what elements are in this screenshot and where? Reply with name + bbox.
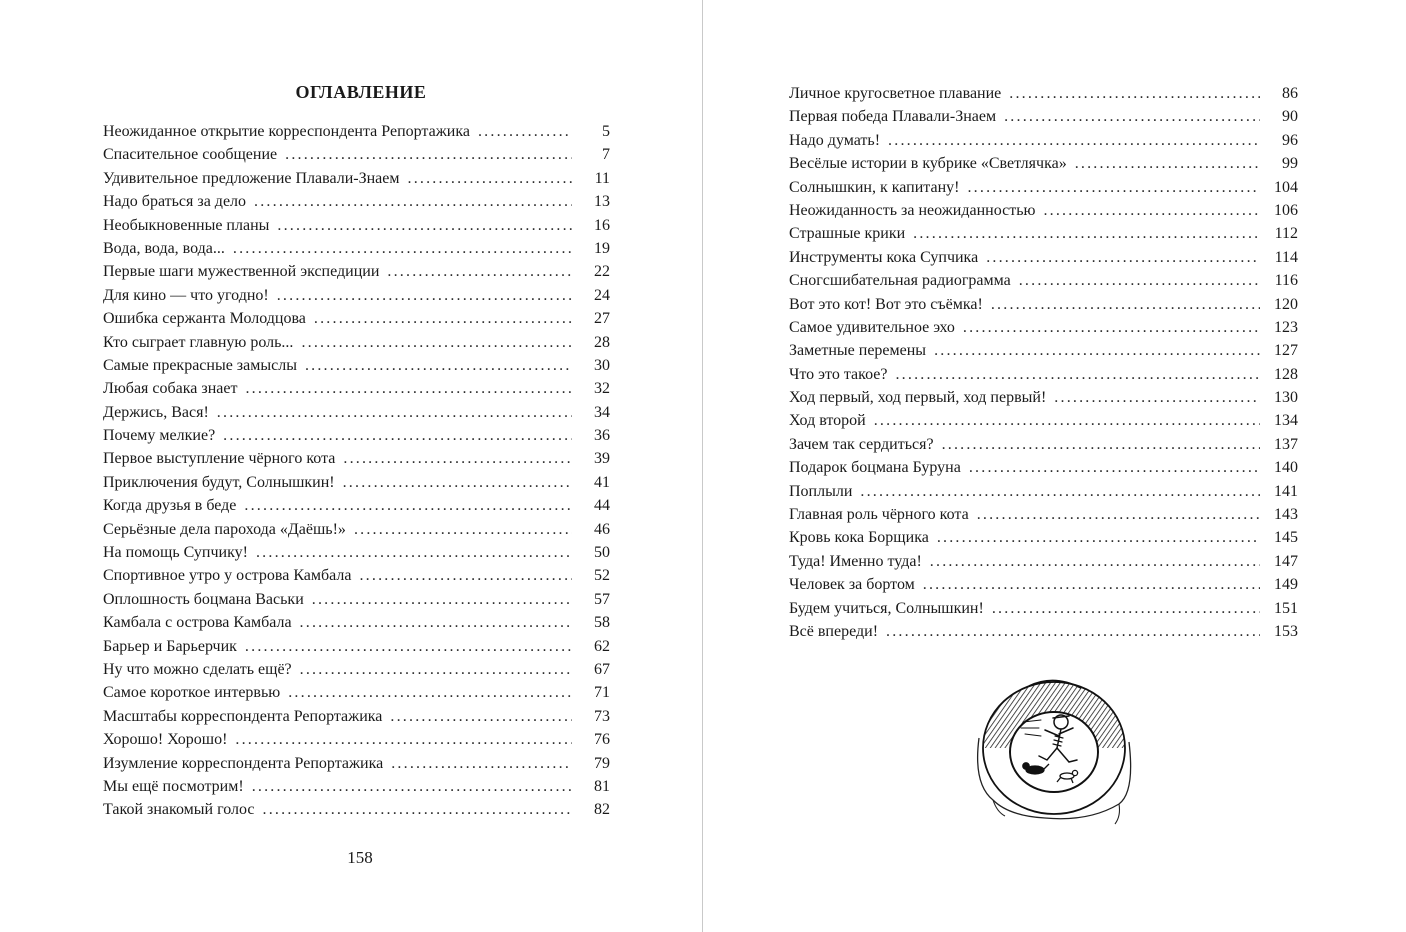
toc-leader-dots — [277, 284, 572, 307]
toc-entry-title: Удивительное предложение Плавали-Знаем — [103, 169, 400, 187]
toc-entry-title: Вот это кот! Вот это съёмка! — [789, 295, 983, 313]
toc-entry-title: Первое выступление чёрного кота — [103, 450, 336, 468]
toc-entry — [103, 307, 610, 330]
toc-entry-page: 50 — [594, 544, 610, 562]
toc-leader-dots — [963, 316, 1260, 339]
toc-entry-title: Кровь кока Борщика — [789, 529, 929, 547]
toc-entry-page: 11 — [594, 169, 610, 187]
toc-leader-dots — [263, 798, 572, 821]
toc-leader-dots — [1019, 269, 1260, 292]
toc-entry-page: 143 — [1274, 506, 1298, 524]
toc-leader-dots — [314, 307, 572, 330]
toc-entry-title: Изумление корреспондента Репортажика — [103, 754, 384, 772]
toc-leader-dots — [874, 409, 1260, 432]
toc-entry-title: Необыкновенные планы — [103, 216, 270, 234]
toc-entry-title: Масштабы корреспондента Репортажика — [103, 707, 383, 725]
toc-leader-dots — [886, 620, 1260, 643]
toc-entry — [789, 550, 1298, 573]
toc-entry — [789, 573, 1298, 596]
toc-entry-page: 81 — [594, 777, 610, 795]
toc-entry-page: 44 — [594, 497, 610, 515]
toc-leader-dots — [895, 363, 1260, 386]
toc-entry-title: Приключения будут, Солнышкин! — [103, 473, 335, 491]
toc-entry — [103, 331, 610, 354]
toc-entry — [103, 728, 610, 751]
toc-entry — [103, 752, 610, 775]
toc-entry-page: 73 — [594, 707, 610, 725]
toc-entry-title: Мы ещё посмотрим! — [103, 777, 244, 795]
toc-entry — [789, 409, 1298, 432]
toc-leader-dots — [343, 471, 572, 494]
toc-entry — [789, 456, 1298, 479]
toc-entry-page: 58 — [594, 614, 610, 632]
toc-leader-dots — [992, 597, 1260, 620]
right-page — [703, 0, 1406, 932]
toc-entry-title: Любая собака знает — [103, 380, 238, 398]
toc-entry-title: Личное кругосветное плавание — [789, 85, 1002, 102]
toc-entry-title: Ну что можно сделать ещё? — [103, 660, 292, 678]
toc-leader-dots — [343, 447, 572, 470]
toc-entry — [103, 611, 610, 634]
toc-entry-page: 104 — [1274, 178, 1298, 196]
toc-list-left — [103, 120, 610, 822]
toc-entry-title: Страшные крики — [789, 225, 906, 243]
toc-entry-page: 30 — [594, 356, 610, 374]
toc-entry — [789, 480, 1298, 503]
toc-entry-title: Для кино — что угодно! — [103, 286, 269, 304]
toc-entry-title: Когда друзья в беде — [103, 497, 237, 515]
toc-entry — [789, 82, 1298, 105]
toc-leader-dots — [254, 190, 572, 213]
toc-entry-page: 96 — [1282, 131, 1298, 149]
toc-leader-dots — [391, 752, 572, 775]
toc-entry-page: 86 — [1282, 85, 1298, 102]
toc-entry — [103, 167, 610, 190]
toc-leader-dots — [923, 573, 1260, 596]
toc-entry — [103, 635, 610, 658]
toc-entry-title: Ход первый, ход первый, ход первый! — [789, 389, 1047, 407]
toc-entry-title: Неожиданность за неожиданностью — [789, 201, 1036, 219]
toc-entry-page: 41 — [594, 473, 610, 491]
toc-entry-title: Такой знакомый голос — [103, 801, 255, 819]
toc-entry-page: 147 — [1274, 552, 1298, 570]
toc-entry — [103, 237, 610, 260]
toc-leader-dots — [969, 456, 1260, 479]
toc-leader-dots — [217, 401, 572, 424]
toc-entry — [103, 705, 610, 728]
toc-leader-dots — [387, 260, 572, 283]
toc-entry — [103, 658, 610, 681]
toc-leader-dots — [934, 339, 1260, 362]
toc-leader-dots — [300, 611, 572, 634]
toc-entry-title: Оплошность боцмана Васьки — [103, 590, 304, 608]
left-page — [0, 0, 702, 932]
toc-entry — [789, 503, 1298, 526]
toc-entry — [789, 176, 1298, 199]
toc-leader-dots — [937, 526, 1260, 549]
toc-entry-title: Самое удивительное эхо — [789, 318, 955, 336]
toc-entry-title: Солнышкин, к капитану! — [789, 178, 960, 196]
toc-leader-dots — [354, 518, 572, 541]
toc-entry-title: Ход второй — [789, 412, 866, 430]
toc-leader-dots — [860, 480, 1260, 503]
toc-entry — [789, 363, 1298, 386]
toc-entry — [103, 401, 610, 424]
toc-entry-title: Человек за бортом — [789, 576, 915, 594]
toc-entry-title: Почему мелкие? — [103, 427, 216, 445]
toc-entry-page: 7 — [602, 146, 610, 164]
toc-entry-title: Надо думать! — [789, 131, 881, 149]
toc-entry-page: 24 — [594, 286, 610, 304]
toc-entry — [789, 597, 1298, 620]
toc-leader-dots — [967, 176, 1260, 199]
toc-entry-title: Заметные перемены — [789, 342, 927, 360]
toc-entry-title: Спасительное сообщение — [103, 146, 278, 164]
toc-entry-page: 36 — [594, 427, 610, 445]
toc-entry-title: Что это такое? — [789, 365, 888, 383]
toc-entry — [103, 518, 610, 541]
toc-entry — [103, 377, 610, 400]
toc-entry-page: 76 — [594, 731, 610, 749]
toc-leader-dots — [478, 120, 572, 143]
toc-leader-dots — [942, 433, 1260, 456]
toc-leader-dots — [1075, 152, 1260, 175]
toc-leader-dots — [930, 550, 1260, 573]
toc-entry — [789, 293, 1298, 316]
toc-leader-dots — [977, 503, 1260, 526]
toc-leader-dots — [991, 293, 1260, 316]
toc-entry — [789, 105, 1298, 128]
toc-entry-page: 123 — [1274, 318, 1298, 336]
toc-leader-dots — [233, 237, 572, 260]
toc-entry-page: 52 — [594, 567, 610, 585]
toc-entry-page: 128 — [1274, 365, 1298, 383]
toc-entry-title: Инструменты кока Супчика — [789, 248, 979, 266]
toc-entry-title: Всё впереди! — [789, 622, 879, 640]
toc-entry-page: 46 — [594, 520, 610, 538]
toc-leader-dots — [223, 424, 572, 447]
toc-entry — [789, 316, 1298, 339]
toc-entry-page: 16 — [594, 216, 610, 234]
toc-entry — [103, 588, 610, 611]
toc-entry — [103, 775, 610, 798]
toc-entry-title: Вода, вода, вода... — [103, 239, 225, 257]
toc-entry-page: 149 — [1274, 576, 1298, 594]
toc-leader-dots — [1043, 199, 1260, 222]
toc-entry — [789, 339, 1298, 362]
toc-entry-page: 82 — [594, 801, 610, 819]
toc-entry-page: 106 — [1274, 201, 1298, 219]
toc-entry-title: Первые шаги мужественной экспедиции — [103, 263, 380, 281]
toc-entry-title: Туда! Именно туда! — [789, 552, 922, 570]
toc-entry-page: 127 — [1274, 342, 1298, 360]
toc-entry — [103, 471, 610, 494]
toc-entry-page: 120 — [1274, 295, 1298, 313]
toc-entry — [103, 190, 610, 213]
toc-entry — [103, 681, 610, 704]
toc-leader-dots — [359, 564, 572, 587]
toc-leader-dots — [1009, 82, 1260, 105]
toc-entry — [103, 120, 610, 143]
toc-entry-title: Поплыли — [789, 482, 853, 500]
toc-entry-page: 79 — [594, 754, 610, 772]
toc-entry-page: 34 — [594, 403, 610, 421]
toc-entry-page: 19 — [594, 239, 610, 257]
toc-entry-page: 112 — [1274, 225, 1298, 243]
toc-entry — [103, 494, 610, 517]
toc-entry-title: На помощь Супчику! — [103, 544, 248, 562]
toc-entry-page: 32 — [594, 380, 610, 398]
toc-leader-dots — [408, 167, 573, 190]
toc-leader-dots — [300, 658, 572, 681]
toc-entry-page: 5 — [602, 123, 610, 140]
life-buoy-illustration-icon — [969, 666, 1139, 836]
page-number: 158 — [347, 848, 373, 867]
toc-entry-title: Подарок боцмана Буруна — [789, 459, 961, 477]
toc-leader-dots — [1004, 105, 1260, 128]
toc-list-right — [789, 82, 1298, 643]
toc-leader-dots — [256, 541, 572, 564]
toc-entry-page: 130 — [1274, 389, 1298, 407]
toc-entry-title: Барьер и Барьерчик — [103, 637, 237, 655]
toc-entry-title: Надо браться за дело — [103, 193, 247, 211]
toc-entry-page: 62 — [594, 637, 610, 655]
toc-leader-dots — [277, 214, 572, 237]
toc-leader-dots — [913, 222, 1260, 245]
toc-entry — [103, 424, 610, 447]
toc-leader-dots — [888, 129, 1260, 152]
toc-entry — [103, 798, 610, 821]
toc-entry-title: Первая победа Плавали-Знаем — [789, 108, 997, 126]
toc-entry-title: Неожиданное открытие корреспондента Репортажика — [103, 123, 470, 140]
toc-leader-dots — [288, 681, 572, 704]
toc-leader-dots — [986, 246, 1260, 269]
toc-entry-page: 140 — [1274, 459, 1298, 477]
toc-entry-title: Самые прекрасные замыслы — [103, 356, 297, 374]
toc-leader-dots — [1054, 386, 1260, 409]
toc-entry-page: 39 — [594, 450, 610, 468]
toc-leader-dots — [235, 728, 572, 751]
toc-entry-page: 27 — [594, 310, 610, 328]
toc-entry — [103, 284, 610, 307]
toc-entry-page: 153 — [1274, 622, 1298, 640]
toc-entry — [103, 564, 610, 587]
toc-entry-page: 114 — [1274, 248, 1298, 266]
toc-entry-page: 134 — [1274, 412, 1298, 430]
toc-entry-title: Держись, Вася! — [103, 403, 209, 421]
toc-entry-page: 137 — [1274, 435, 1298, 453]
toc-entry-page: 28 — [594, 333, 610, 351]
toc-entry-title: Весёлые истории в кубрике «Светлячка» — [789, 155, 1067, 173]
toc-entry — [103, 541, 610, 564]
toc-entry — [103, 447, 610, 470]
toc-entry — [789, 246, 1298, 269]
toc-entry — [103, 143, 610, 166]
toc-entry — [789, 129, 1298, 152]
toc-leader-dots — [305, 354, 572, 377]
toc-entry-title: Серьёзные дела парохода «Даёшь!» — [103, 520, 346, 538]
toc-leader-dots — [390, 705, 572, 728]
toc-entry-title: Хорошо! Хорошо! — [103, 731, 228, 749]
toc-entry — [789, 269, 1298, 292]
toc-leader-dots — [285, 143, 572, 166]
toc-entry-page: 57 — [594, 590, 610, 608]
toc-entry — [789, 433, 1298, 456]
toc-entry — [789, 526, 1298, 549]
toc-entry-title: Сногсшибательная радиограмма — [789, 272, 1011, 290]
toc-entry — [789, 152, 1298, 175]
toc-entry-title: Кто сыграет главную роль... — [103, 333, 294, 351]
toc-leader-dots — [252, 775, 572, 798]
toc-entry-page: 22 — [594, 263, 610, 281]
toc-entry-page: 90 — [1282, 108, 1298, 126]
toc-entry-title: Будем учиться, Солнышкин! — [789, 599, 984, 617]
toc-entry-page: 99 — [1282, 155, 1298, 173]
toc-entry-title: Главная роль чёрного кота — [789, 506, 969, 524]
toc-entry-page: 141 — [1274, 482, 1298, 500]
toc-entry-title: Зачем так сердиться? — [789, 435, 934, 453]
toc-entry — [103, 260, 610, 283]
toc-entry-title: Камбала с острова Камбала — [103, 614, 292, 632]
toc-entry-page: 13 — [594, 193, 610, 211]
toc-entry — [789, 222, 1298, 245]
toc-leader-dots — [244, 494, 572, 517]
toc-title: ОГЛАВЛЕНИЕ — [295, 82, 427, 102]
toc-entry — [789, 199, 1298, 222]
toc-entry — [103, 214, 610, 237]
toc-leader-dots — [312, 588, 572, 611]
toc-entry — [789, 386, 1298, 409]
toc-entry-page: 71 — [594, 684, 610, 702]
toc-entry-page: 67 — [594, 660, 610, 678]
toc-entry-title: Самое короткое интервью — [103, 684, 281, 702]
toc-entry-title: Спортивное утро у острова Камбала — [103, 567, 352, 585]
toc-entry-page: 151 — [1274, 599, 1298, 617]
toc-entry-title: Ошибка сержанта Молодцова — [103, 310, 306, 328]
toc-entry-page: 145 — [1274, 529, 1298, 547]
toc-entry — [789, 620, 1298, 643]
toc-leader-dots — [245, 377, 572, 400]
toc-entry-page: 116 — [1274, 272, 1298, 290]
toc-entry — [103, 354, 610, 377]
toc-leader-dots — [301, 331, 572, 354]
toc-leader-dots — [245, 635, 572, 658]
